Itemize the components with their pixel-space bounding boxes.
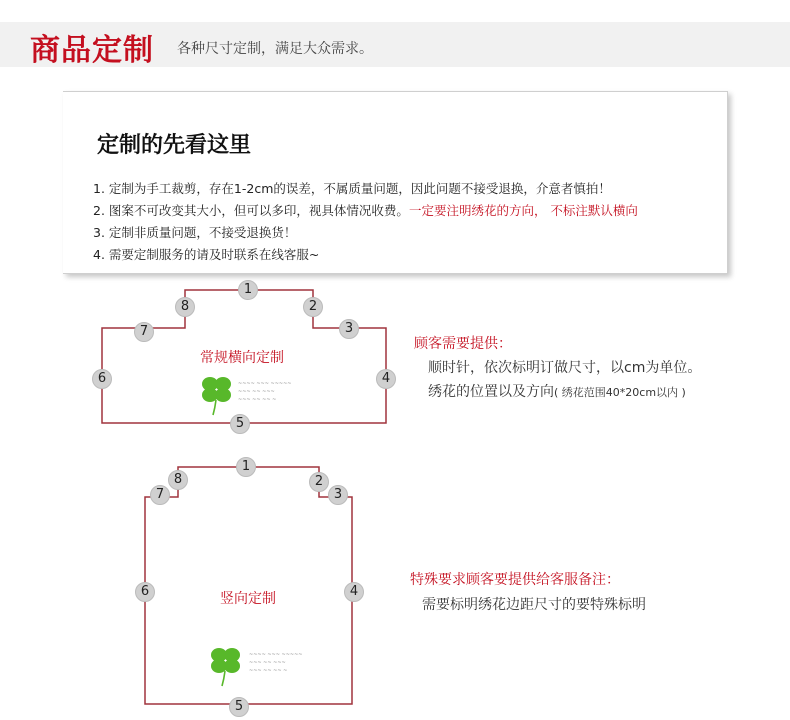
vertical-caption: 特殊要求顾客要提供给客服备注： bbox=[410, 572, 620, 588]
horizontal-number-7: 7 bbox=[134, 322, 154, 342]
scribble-line: ~~~ ~~ ~~~ bbox=[249, 660, 286, 666]
horizontal-line-1: 顺时针，依次标明订做尺寸，以cm为单位。 bbox=[428, 360, 702, 376]
notice-title: 定制的先看这里 bbox=[97, 133, 252, 158]
vertical-number-8: 8 bbox=[168, 470, 188, 490]
vertical-number-1: 1 bbox=[236, 457, 256, 477]
horizontal-caption: 顾客需要提供： bbox=[414, 336, 512, 352]
horizontal-number-2: 2 bbox=[303, 297, 323, 317]
vertical-number-2: 2 bbox=[309, 472, 329, 492]
vertical-label: 竖向定制 bbox=[220, 591, 276, 607]
notice-item-num: 1. bbox=[93, 181, 105, 196]
clover-icon bbox=[200, 374, 234, 416]
horizontal-number-4: 4 bbox=[376, 369, 396, 389]
vertical-number-5: 5 bbox=[229, 697, 249, 717]
notice-item-text: 定制为手工裁剪，存在1-2cm的误差，不属质量问题，因此问题不接受退换，介意者慎拍！ bbox=[108, 181, 611, 196]
horizontal-line-2-note: ( 绣花范围40*20cm以内 ) bbox=[554, 386, 686, 399]
header-subtitle: 各种尺寸定制，满足大众需求。 bbox=[177, 41, 373, 57]
notice-item-text: 需要定制服务的请及时联系在线客服~ bbox=[108, 247, 320, 262]
horizontal-number-5: 5 bbox=[230, 414, 250, 434]
vertical-number-6: 6 bbox=[135, 582, 155, 602]
scribble-line: ~~~~ ~~~ ~~~~~ bbox=[238, 381, 292, 387]
notice-item-num: 4. bbox=[93, 247, 105, 262]
scribble-line: ~~~ ~~ ~~~ bbox=[238, 389, 275, 395]
notice-item-num: 3. bbox=[93, 225, 105, 240]
scribble-line: ~~~~ ~~~ ~~~~~ bbox=[249, 652, 303, 658]
scribble-line: ~~~ ~~ ~~ ~ bbox=[249, 668, 288, 674]
scribble-line: ~~~ ~~ ~~ ~ bbox=[238, 397, 277, 403]
horizontal-number-3: 3 bbox=[339, 319, 359, 339]
embroidery-text-sample bbox=[238, 380, 291, 404]
vertical-line-1: 需要标明绣花边距尺寸的要特殊标明 bbox=[422, 597, 646, 613]
horizontal-line-2 bbox=[428, 381, 686, 401]
header-title: 商品定制 bbox=[30, 33, 154, 68]
notice-item-highlight: 一定要注明绣花的方向， 不标注默认横向 bbox=[408, 203, 638, 218]
horizontal-number-8: 8 bbox=[175, 297, 195, 317]
vertical-number-4: 4 bbox=[344, 582, 364, 602]
horizontal-number-6: 6 bbox=[92, 369, 112, 389]
vertical-number-3: 3 bbox=[328, 485, 348, 505]
horizontal-line-2-main: 绣花的位置以及方向 bbox=[428, 384, 554, 400]
vertical-number-7: 7 bbox=[150, 485, 170, 505]
notice-item-text: 图案不可改变其大小，但可以多印，视具体情况收费。 bbox=[108, 203, 409, 218]
notice-item-num: 2. bbox=[93, 203, 105, 218]
clover-icon bbox=[209, 645, 243, 687]
notice-item-text: 定制非质量问题，不接受退换货！ bbox=[108, 225, 297, 240]
horizontal-number-1: 1 bbox=[238, 280, 258, 300]
embroidery-text-sample bbox=[249, 651, 302, 675]
horizontal-label: 常规横向定制 bbox=[200, 350, 284, 366]
